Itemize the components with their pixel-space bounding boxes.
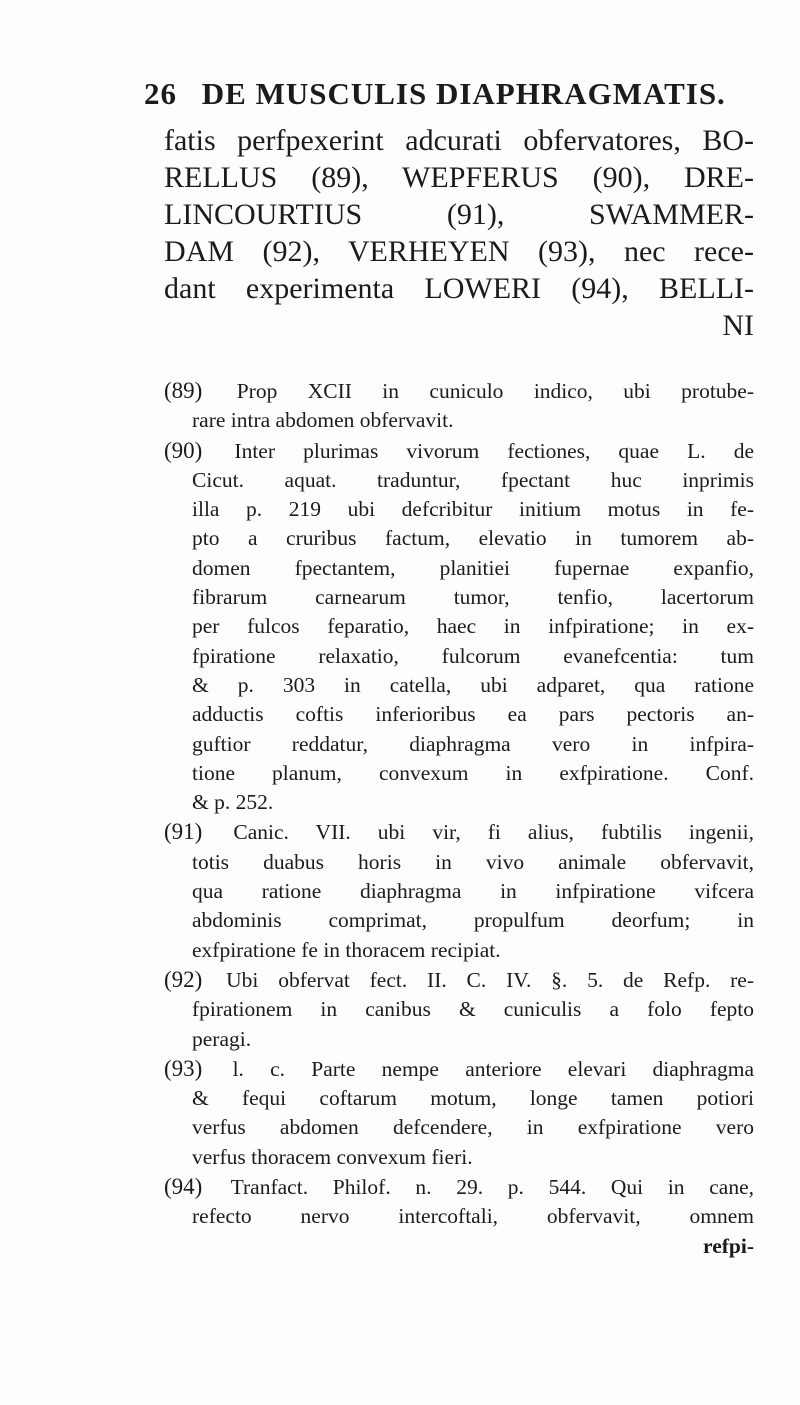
- footnote-line: tione planum, convexum in exfpiratione. Conf.: [192, 760, 754, 785]
- main-line: dant experimenta LOWERI (94), BELLI-: [164, 272, 754, 305]
- footnote-line: verfus thoracem convexum fieri.: [192, 1144, 473, 1169]
- footnote-line: fpiratione relaxatio, fulcorum evanefcentia: tum: [192, 643, 754, 668]
- footnote-line: rare intra abdomen obfervavit.: [192, 408, 454, 433]
- footnote-line: abdominis comprimat, propulfum deorfum; in: [192, 908, 754, 933]
- footnotes: [164, 376, 754, 1261]
- footnote-number: (94): [164, 1174, 203, 1200]
- footnote-line: [164, 817, 754, 847]
- footnote-line: illa p. 219 ubi defcribitur initium motus in fe-: [192, 497, 754, 522]
- footnote-number: (89): [164, 378, 203, 403]
- main-paragraph: [164, 122, 754, 344]
- footnote-line: [164, 1054, 754, 1084]
- footnote-text: Inter plurimas vivorum fectiones, quae L. de: [234, 438, 755, 463]
- footnote-line: [164, 436, 754, 466]
- footnote-89: [164, 376, 754, 436]
- footnote-line: exfpiratione fe in thoracem recipiat.: [192, 937, 501, 962]
- footnote-text: Canic. VII. ubi vir, fi alius, fubtilis ingenii,: [233, 820, 754, 845]
- footnote-text: Prop XCII in cuniculo indico, ubi protube-: [236, 379, 755, 403]
- footnote-line: pto a cruribus factum, elevatio in tumorem ab-: [192, 526, 754, 551]
- footnote-line: verfus abdomen defcendere, in exfpiratione vero: [192, 1115, 754, 1140]
- footnote-line: fpirationem in canibus & cuniculis a folo fepto: [192, 997, 754, 1022]
- main-line: RELLUS (89), WEPFERUS (90), DRE-: [164, 161, 754, 194]
- footnote-line: guftior reddatur, diaphragma vero in infpira-: [192, 731, 754, 756]
- footnote-line: per fulcos feparatio, haec in infpiratione; in ex-: [192, 614, 754, 639]
- footnote-line: peragi.: [192, 1026, 252, 1051]
- page-number: 26: [144, 76, 177, 111]
- footnote-number: (90): [164, 437, 203, 463]
- footnote-text: l. c. Parte nempe anteriore elevari diaphragma: [232, 1056, 755, 1081]
- footnote-94: [164, 1172, 754, 1261]
- footnote-line: fibrarum carnearum tumor, tenfio, lacertorum: [192, 585, 754, 610]
- footnote-number: (93): [164, 1055, 203, 1081]
- footnote-line: qua ratione diaphragma in infpiratione vifcera: [192, 879, 754, 904]
- footnote-line: adductis coftis inferioribus ea pars pectoris an-: [192, 702, 754, 727]
- footnote-line: Cicut. aquat. traduntur, fpectant huc inprimis: [192, 467, 754, 492]
- main-line: DAM (92), VERHEYEN (93), nec rece-: [164, 235, 754, 268]
- footnote-line: [164, 376, 754, 406]
- footnote-text: Tranfact. Philof. n. 29. p. 544. Qui in cane,: [230, 1175, 754, 1200]
- main-line: fatis perfpexerint adcurati obfervatores, BO-: [164, 124, 754, 157]
- footnote-line: & p. 303 in catella, ubi adparet, qua ratione: [192, 672, 754, 697]
- footnote-line: & p. 252.: [192, 790, 274, 815]
- running-title: DE MUSCULIS DIAPHRAGMATIS.: [201, 76, 726, 111]
- main-line: NI: [722, 309, 754, 342]
- footnote-91: [164, 817, 754, 964]
- footnote-line: refecto nervo intercoftali, obfervavit, omnem: [192, 1204, 754, 1229]
- footnote-number: (91): [164, 819, 203, 845]
- footnote-line: [164, 1172, 754, 1202]
- footnote-text: Ubi obfervat fect. II. C. IV. §. 5. de Refp. re-: [226, 967, 754, 992]
- footnote-line: totis duabus horis in vivo animale obfervavit,: [192, 849, 754, 874]
- footnote-line: [164, 965, 754, 995]
- running-header: [144, 76, 726, 112]
- catchword: refpi-: [703, 1233, 754, 1258]
- footnote-93: [164, 1054, 754, 1172]
- footnote-92: [164, 965, 754, 1054]
- footnote-line: & fequi coftarum motum, longe tamen potiori: [192, 1086, 754, 1111]
- main-line: LINCOURTIUS (91), SWAMMER-: [164, 198, 754, 231]
- footnote-line: domen fpectantem, planitiei fupernae expanfio,: [192, 555, 754, 580]
- footnote-number: (92): [164, 966, 203, 992]
- footnote-90: [164, 436, 754, 818]
